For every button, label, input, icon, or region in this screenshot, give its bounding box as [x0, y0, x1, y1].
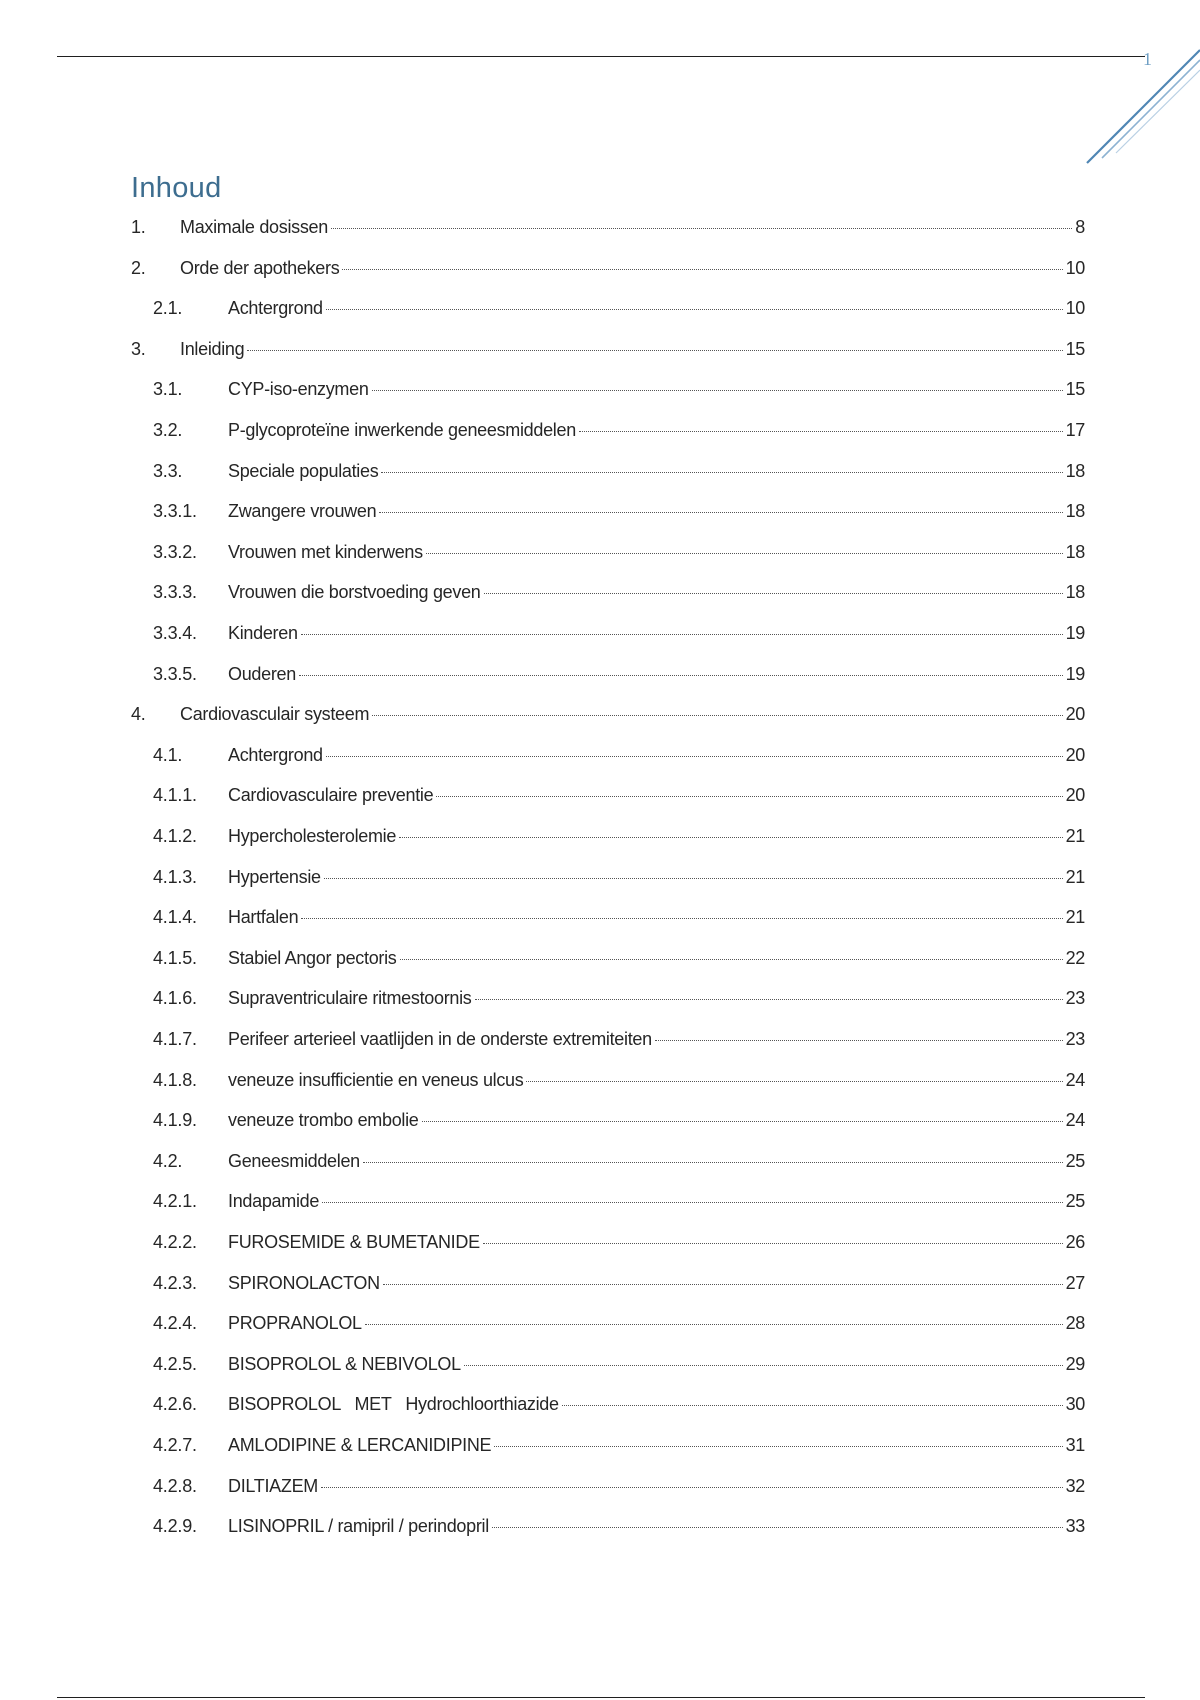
toc-entry[interactable]	[0, 337, 1200, 367]
toc-entry-number: 3.3.	[153, 460, 183, 481]
toc-entry-number: 2.	[131, 257, 146, 278]
toc-entry-page[interactable]: 20	[1065, 785, 1085, 806]
toc-dot-leader	[484, 593, 1063, 594]
toc-entry[interactable]	[0, 215, 1200, 245]
corner-decoration-icon	[1080, 40, 1200, 170]
toc-entry-number: 4.1.9.	[153, 1110, 197, 1131]
toc-entry-line	[228, 298, 1085, 319]
toc-entry-title[interactable]: veneuze insufficientie en veneus ulcus	[228, 1069, 524, 1090]
toc-entry[interactable]	[0, 1108, 1200, 1138]
toc-dot-leader	[322, 1202, 1063, 1203]
toc-entry-number: 4.2.2.	[153, 1232, 197, 1252]
toc-entry-line	[228, 1070, 1085, 1091]
toc-entry-number: 4.1.2.	[153, 826, 197, 846]
toc-dot-leader	[324, 878, 1063, 879]
toc-entry-number: 4.	[131, 704, 146, 725]
toc-entry-title[interactable]: Vrouwen met kinderwens	[228, 541, 423, 562]
toc-dot-leader	[464, 1365, 1063, 1366]
toc-entry-page[interactable]: 19	[1065, 623, 1085, 643]
toc-entry-page[interactable]: 30	[1065, 1394, 1085, 1415]
toc-entry-line	[228, 1476, 1085, 1497]
toc-entry-line	[180, 339, 1085, 360]
toc-entry-line	[228, 623, 1085, 644]
toc-entry-number: 4.2.	[153, 1150, 183, 1171]
toc-entry-title[interactable]: P-glycoproteïne inwerkende geneesmiddelen	[228, 420, 576, 440]
toc-entry-line	[228, 867, 1085, 888]
toc-entry-title[interactable]: Achtergrond	[228, 744, 323, 765]
toc-entry[interactable]	[0, 1027, 1200, 1057]
toc-entry[interactable]	[0, 1352, 1200, 1382]
toc-entry-title[interactable]: CYP-iso-enzymen	[228, 379, 369, 400]
toc-entry-page[interactable]: 15	[1065, 379, 1085, 400]
toc-entry-title[interactable]: Kinderen	[228, 623, 298, 643]
toc-entry-title[interactable]: Cardiovasculair systeem	[180, 704, 370, 725]
toc-entry-title[interactable]: BISOPROLOL MET Hydrochloorthiazide	[228, 1394, 559, 1415]
toc-entry-page[interactable]: 18	[1065, 582, 1085, 603]
toc-entry[interactable]	[0, 743, 1200, 773]
toc-entry-line	[228, 988, 1085, 1009]
toc-entry-number: 4.1.	[153, 744, 183, 765]
toc-entry-page[interactable]: 24	[1065, 1110, 1085, 1131]
toc-entry-number: 1.	[131, 217, 146, 237]
toc-entry-line	[228, 948, 1085, 969]
toc-dot-leader	[365, 1324, 1063, 1325]
toc-dot-leader	[326, 309, 1063, 310]
toc-entry-number: 4.1.1.	[153, 785, 197, 806]
toc-dot-leader	[400, 959, 1063, 960]
toc-dot-leader	[363, 1162, 1063, 1163]
toc-entry-page[interactable]: 28	[1065, 1313, 1085, 1334]
toc-entry-page[interactable]: 10	[1065, 257, 1085, 278]
toc-entry-title[interactable]: Hartfalen	[228, 907, 299, 928]
toc-entry[interactable]	[0, 1474, 1200, 1504]
toc-dot-leader	[301, 918, 1062, 919]
toc-entry-line	[228, 379, 1085, 400]
toc-dot-leader	[372, 390, 1063, 391]
toc-entry-title[interactable]: veneuze trombo embolie	[228, 1110, 419, 1131]
toc-entry-line	[228, 664, 1085, 685]
toc-entry-line	[228, 542, 1085, 563]
page-number: 1	[1143, 49, 1152, 69]
toc-dot-leader	[399, 837, 1063, 838]
toc-entry[interactable]	[0, 1230, 1200, 1260]
toc-entry-number: 4.2.3.	[153, 1272, 197, 1293]
toc-entry-title[interactable]: Hypercholesterolemie	[228, 826, 397, 846]
toc-entry-title[interactable]: Orde der apothekers	[180, 257, 340, 278]
toc-entry-number: 4.2.1.	[153, 1191, 197, 1212]
toc-entry-title[interactable]: Supraventriculaire ritmestoornis	[228, 988, 472, 1009]
toc-dot-leader	[494, 1446, 1062, 1447]
toc-entry-title[interactable]: Hypertensie	[228, 866, 321, 887]
toc-entry-title[interactable]: DILTIAZEM	[228, 1475, 318, 1496]
toc-entry-page[interactable]: 24	[1065, 1069, 1085, 1090]
toc-entry-page[interactable]: 23	[1065, 1029, 1085, 1049]
toc-entry-title[interactable]: Speciale populaties	[228, 460, 379, 481]
footer-rule	[57, 1697, 1145, 1698]
toc-entry[interactable]	[0, 377, 1200, 407]
toc-dot-leader	[422, 1121, 1063, 1122]
toc-dot-leader	[579, 431, 1063, 432]
toc-entry[interactable]	[0, 986, 1200, 1016]
toc-entry[interactable]	[0, 1149, 1200, 1179]
toc-entry-line	[228, 1151, 1085, 1172]
toc-dot-leader	[562, 1405, 1063, 1406]
toc-entry-number: 3.1.	[153, 379, 183, 400]
toc-dot-leader	[655, 1040, 1063, 1041]
toc-dot-leader	[383, 1284, 1063, 1285]
toc-entry-page[interactable]: 21	[1065, 907, 1085, 928]
toc-entry-page[interactable]: 10	[1065, 298, 1085, 319]
toc-entry[interactable]	[0, 296, 1200, 326]
toc-entry-title[interactable]: Indapamide	[228, 1191, 320, 1212]
toc-entry-title[interactable]: LISINOPRIL / ramipril / perindopril	[228, 1516, 489, 1537]
toc-entry-number: 4.2.8.	[153, 1475, 197, 1496]
toc-entry-line	[228, 1313, 1085, 1334]
toc-dot-leader	[379, 512, 1062, 513]
toc-entry-title[interactable]: Achtergrond	[228, 298, 323, 319]
toc-entry-page[interactable]: 27	[1065, 1272, 1085, 1293]
toc-entry-page[interactable]: 19	[1065, 663, 1085, 684]
toc-entry-title[interactable]: AMLODIPINE & LERCANIDIPINE	[228, 1435, 492, 1455]
toc-entry[interactable]	[0, 256, 1200, 286]
toc-entry-page[interactable]: 33	[1065, 1516, 1085, 1537]
toc-entry[interactable]	[0, 1068, 1200, 1098]
toc-entry-title[interactable]: Geneesmiddelen	[228, 1150, 360, 1171]
toc-dot-leader	[436, 796, 1062, 797]
toc-entry[interactable]	[0, 459, 1200, 489]
toc-dot-leader	[301, 634, 1063, 635]
toc-entry-line	[228, 582, 1085, 603]
toc-dot-leader	[342, 269, 1062, 270]
toc-entry-title[interactable]: Perifeer arterieel vaatlijden in de onderste extremiteiten	[228, 1029, 652, 1049]
toc-entry-title[interactable]: FUROSEMIDE & BUMETANIDE	[228, 1232, 480, 1252]
toc-entry-line	[228, 1232, 1085, 1253]
toc-entry-line	[228, 1354, 1085, 1375]
toc-entry-title[interactable]: Stabiel Angor pectoris	[228, 947, 397, 968]
toc-entry-page[interactable]: 21	[1065, 866, 1085, 887]
toc-entry-title[interactable]: Ouderen	[228, 663, 296, 684]
toc-entry-number: 3.3.4.	[153, 623, 197, 643]
toc-entry-line	[228, 785, 1085, 806]
toc-entry[interactable]	[0, 783, 1200, 813]
toc-dot-leader	[331, 228, 1072, 229]
toc-entry-number: 4.2.6.	[153, 1394, 197, 1415]
toc-entry-page[interactable]: 26	[1065, 1232, 1085, 1252]
toc-entry-line	[228, 501, 1085, 522]
toc-entry-line	[228, 826, 1085, 847]
toc-entry-number: 4.2.5.	[153, 1353, 197, 1374]
toc-entry-page[interactable]: 25	[1065, 1150, 1085, 1171]
toc-dot-leader	[372, 715, 1062, 716]
toc-entry[interactable]	[0, 824, 1200, 854]
toc-entry-title[interactable]: Maximale dosissen	[180, 217, 328, 237]
toc-entry-line	[228, 1273, 1085, 1294]
toc-entry-number: 4.1.3.	[153, 866, 197, 887]
toc-entry[interactable]	[0, 621, 1200, 651]
toc-entry-title[interactable]: Vrouwen die borstvoeding geven	[228, 582, 481, 603]
toc-entry-number: 3.3.2.	[153, 541, 197, 562]
toc-entry-page[interactable]: 20	[1065, 704, 1085, 725]
toc-entry-title[interactable]: PROPRANOLOL	[228, 1313, 362, 1334]
toc-entry-line	[228, 745, 1085, 766]
toc-dot-leader	[299, 675, 1063, 676]
toc-entry-line	[228, 907, 1085, 928]
toc-entry[interactable]	[0, 580, 1200, 610]
toc-entry-line	[228, 1029, 1085, 1050]
toc-entry-number: 4.2.9.	[153, 1516, 197, 1537]
toc-entry-number: 4.1.5.	[153, 947, 197, 968]
toc-entry-page[interactable]: 18	[1065, 460, 1085, 481]
toc-entry-line	[228, 1394, 1085, 1415]
toc-entry-line	[228, 1516, 1085, 1537]
toc-entry[interactable]	[0, 1271, 1200, 1301]
toc-entry-number: 4.2.7.	[153, 1435, 197, 1455]
toc-entry[interactable]	[0, 702, 1200, 732]
toc-entry-number: 4.2.4.	[153, 1313, 197, 1334]
toc-entry[interactable]	[0, 1189, 1200, 1219]
toc-entry-page[interactable]: 29	[1065, 1353, 1085, 1374]
toc-entry-number: 2.1.	[153, 298, 183, 319]
toc-dot-leader	[247, 350, 1062, 351]
toc-entry[interactable]	[0, 499, 1200, 529]
toc-entry[interactable]	[0, 865, 1200, 895]
toc-entry-page[interactable]: 18	[1065, 541, 1085, 562]
toc-dot-leader	[381, 472, 1062, 473]
toc-entry-number: 3.3.3.	[153, 582, 197, 603]
toc-dot-leader	[326, 756, 1063, 757]
toc-entry-page[interactable]: 15	[1065, 338, 1085, 359]
toc-entry-line	[228, 1191, 1085, 1212]
toc-entry-line	[180, 704, 1085, 725]
toc-entry[interactable]	[0, 418, 1200, 448]
toc-entry[interactable]	[0, 1392, 1200, 1422]
toc-entry-number: 3.3.1.	[153, 501, 197, 522]
toc-entry-line	[180, 258, 1085, 279]
toc-entry-number: 3.2.	[153, 420, 183, 440]
toc-entry-page[interactable]: 21	[1065, 826, 1085, 846]
toc-entry[interactable]	[0, 1514, 1200, 1544]
toc-entry-line	[228, 461, 1085, 482]
toc-entry-page[interactable]: 32	[1065, 1475, 1085, 1496]
toc-entry-number: 4.1.6.	[153, 988, 197, 1009]
toc-dot-leader	[526, 1081, 1062, 1082]
toc-entry-number: 3.3.5.	[153, 663, 197, 684]
header-rule	[57, 56, 1145, 57]
toc-entry[interactable]	[0, 905, 1200, 935]
toc-entry-number: 4.1.4.	[153, 907, 197, 928]
toc-entry-page[interactable]: 17	[1065, 420, 1085, 440]
toc-entry-title[interactable]: Inleiding	[180, 338, 245, 359]
toc-entry-page[interactable]: 23	[1065, 988, 1085, 1009]
toc-entry-page[interactable]: 20	[1065, 744, 1085, 765]
toc-dot-leader	[483, 1243, 1063, 1244]
toc-entry[interactable]	[0, 540, 1200, 570]
toc-entry-line	[228, 1435, 1085, 1456]
toc-entry-title[interactable]: BISOPROLOL & NEBIVOLOL	[228, 1353, 461, 1374]
toc-entry[interactable]	[0, 1311, 1200, 1341]
toc-entry-title[interactable]: Zwangere vrouwen	[228, 501, 377, 522]
toc-entry-page[interactable]: 31	[1065, 1435, 1085, 1455]
toc-entry-title[interactable]: Cardiovasculaire preventie	[228, 785, 434, 806]
toc-entry[interactable]	[0, 946, 1200, 976]
toc-entry[interactable]	[0, 1433, 1200, 1463]
toc-entry-number: 4.1.7.	[153, 1029, 197, 1049]
toc-dot-leader	[475, 999, 1063, 1000]
toc-dot-leader	[426, 553, 1063, 554]
toc-entry-page[interactable]: 25	[1065, 1191, 1085, 1212]
toc-entry-line	[228, 1110, 1085, 1131]
toc-dot-leader	[492, 1527, 1063, 1528]
toc-entry-line	[180, 217, 1085, 238]
toc-entry-page[interactable]: 22	[1065, 947, 1085, 968]
toc-entry[interactable]	[0, 662, 1200, 692]
toc-entry-number: 3.	[131, 338, 146, 359]
toc-entry-line	[228, 420, 1085, 441]
toc-entry-title[interactable]: SPIRONOLACTON	[228, 1272, 380, 1293]
toc-entry-page[interactable]: 8	[1075, 217, 1085, 237]
toc-entry-number: 4.1.8.	[153, 1069, 197, 1090]
toc-title: Inhoud	[131, 172, 222, 204]
toc-dot-leader	[321, 1487, 1063, 1488]
toc-entry-page[interactable]: 18	[1065, 501, 1085, 522]
